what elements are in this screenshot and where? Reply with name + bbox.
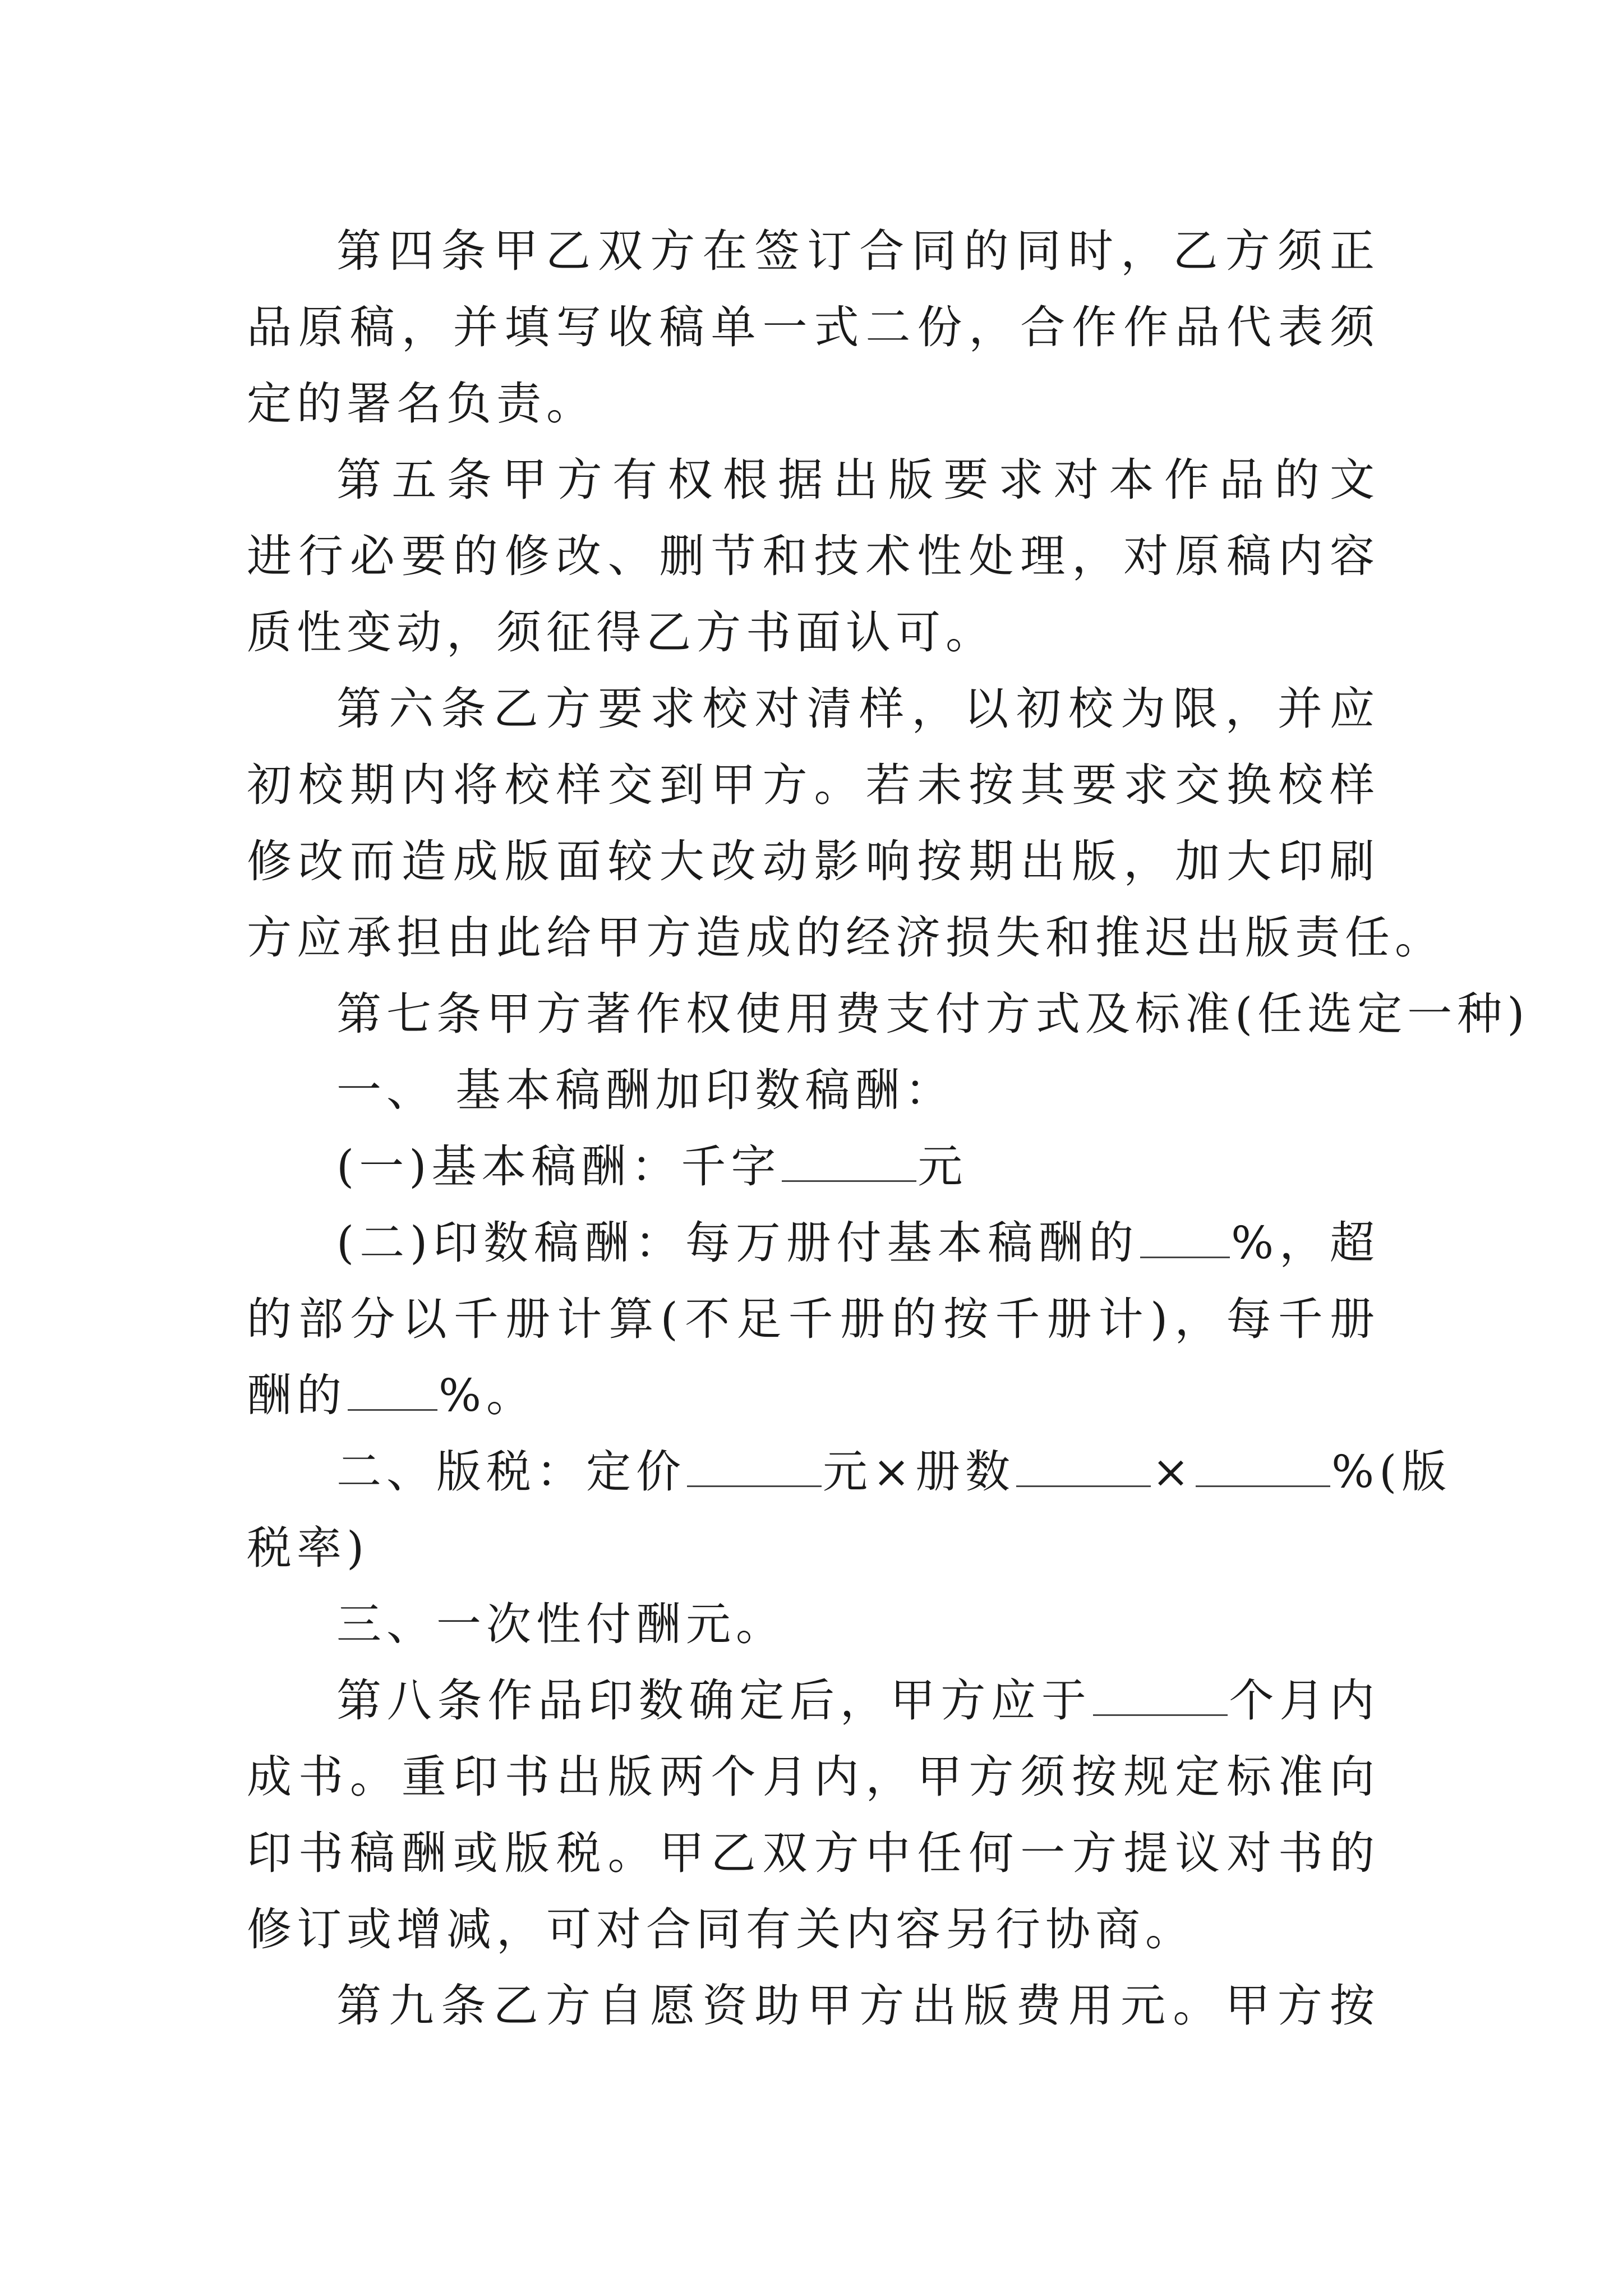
item-2-prefix: 二、版税：定价 [336, 1446, 686, 1498]
paragraph-line: 第九条乙方自愿资助甲方出版费用元。甲方按 [336, 1980, 1380, 2032]
paragraph-line: 质性变动，须征得乙方书面认可。 [247, 606, 995, 659]
item-2-mid2: × [1152, 1446, 1195, 1498]
paragraph-line: 第六条乙方要求校对清样，以初校为限，并应 [336, 683, 1380, 735]
article-8 [247, 1663, 1380, 1968]
article-9 [247, 1968, 1380, 2044]
item-1-b-line3-suffix: %。 [439, 1369, 537, 1421]
paragraph-line: 第四条甲乙双方在签订合同的同时，乙方须正 [336, 225, 1380, 277]
item-1-b-line3 [247, 1358, 1380, 1434]
item-1-b-prefix: (二)印数稿酬：每万册付基本稿酬的 [336, 1217, 1140, 1269]
item-2-mid1: 元×册数 [823, 1446, 1016, 1498]
item-1-b [247, 1205, 1380, 1281]
item-1-b-line3-prefix: 酬的 [247, 1369, 347, 1421]
paragraph-line: 初校期内将校样交到甲方。若未按其要求交换校样 [247, 759, 1380, 811]
fill-blank [782, 1143, 916, 1182]
fill-blank [1016, 1448, 1151, 1487]
item-1-title: 一、 基本稿酬加印数稿酬： [336, 1064, 955, 1116]
article-8-line1-suffix: 个月内 [1228, 1674, 1380, 1727]
item-2 [247, 1434, 1452, 1510]
paragraph-line: 成书。重印书出版两个月内，甲方须按规定标准向 [247, 1751, 1380, 1803]
paragraph-line: 税率) [247, 1522, 370, 1574]
item-1-b-suffix: %，超 [1231, 1217, 1380, 1269]
fill-blank [348, 1372, 437, 1411]
fill-blank [1140, 1220, 1230, 1258]
paragraph-line: 进行必要的修改、删节和技术性处理，对原稿内容 [247, 530, 1380, 582]
paragraph-line: 的部分以千册计算(不足千册的按千册计)，每千册 [247, 1293, 1380, 1345]
fill-blank [1196, 1448, 1330, 1487]
item-1-a-suffix: 元 [917, 1140, 968, 1193]
item-3: 三、一次性付酬元。 [336, 1598, 786, 1650]
paragraph-line: 印书稿酬或版税。甲乙双方中任何一方提议对书的 [247, 1827, 1380, 1879]
item-2-suffix: %(版 [1331, 1446, 1452, 1498]
article-8-line1-prefix: 第八条作品印数确定后，甲方应于 [336, 1674, 1092, 1727]
fill-blank [1093, 1677, 1228, 1716]
paragraph-line: 方应承担由此给甲方造成的经济损失和推迟出版责任。 [247, 912, 1445, 964]
item-1-a-prefix: (一)基本稿酬：千字 [336, 1140, 781, 1193]
article-5 [247, 442, 1380, 671]
article-8-line1 [247, 1663, 1380, 1739]
item-1-a [247, 1129, 1380, 1205]
paragraph-line: 品原稿，并填写收稿单一式二份，合作作品代表须 [247, 301, 1380, 353]
paragraph-line: 定的署名负责。 [247, 378, 596, 430]
article-4 [247, 213, 1380, 442]
paragraph-line: 第七条甲方著作权使用费支付方式及标准(任选定一种) [336, 988, 1530, 1040]
contract-text [247, 213, 1530, 2044]
fill-blank [687, 1448, 822, 1487]
paragraph-line: 修改而造成版面较大改动影响按期出版，加大印刷 [247, 835, 1380, 887]
article-6 [247, 671, 1445, 976]
paragraph-line: 第五条甲方有权根据出版要求对本作品的文 [336, 454, 1380, 506]
paragraph-line: 修订或增减，可对合同有关内容另行协商。 [247, 1903, 1195, 1955]
article-7 [247, 976, 1530, 1663]
